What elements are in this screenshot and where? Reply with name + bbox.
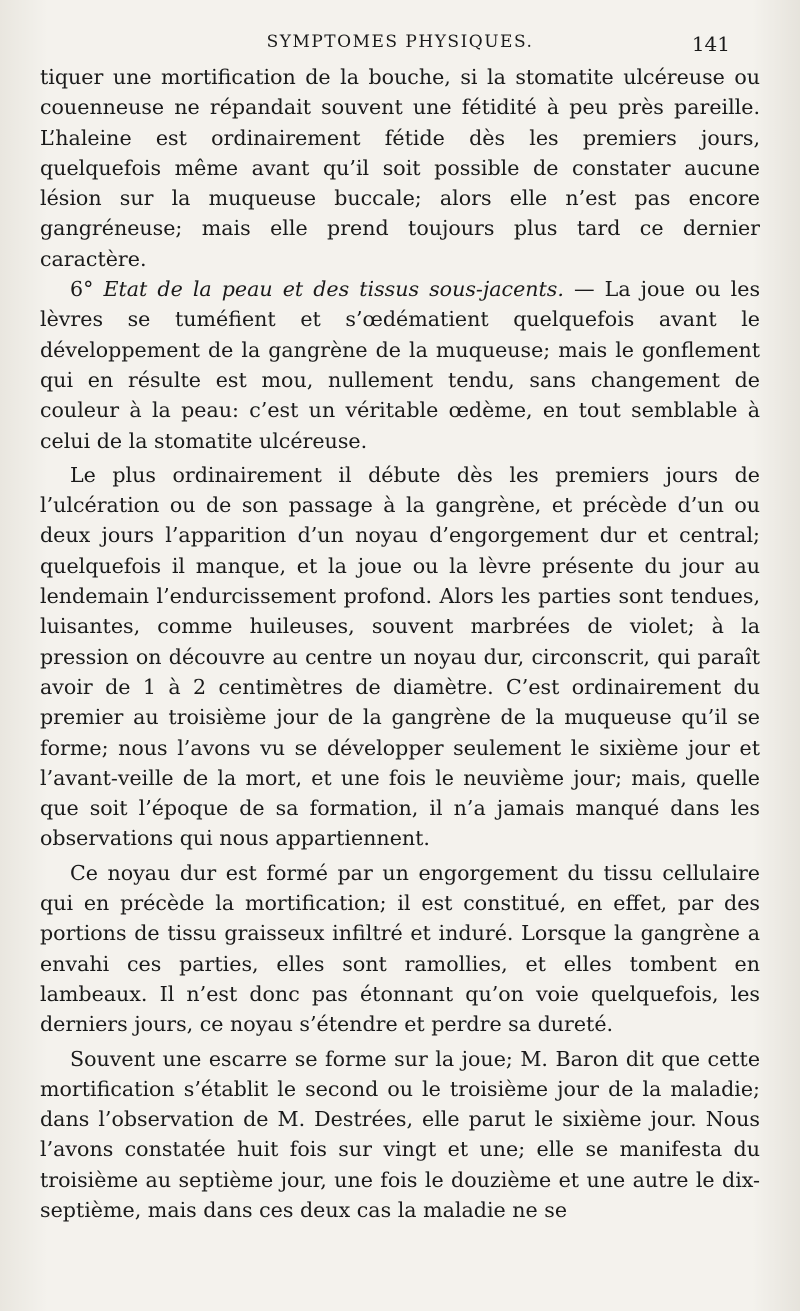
paragraph: Ce noyau dur est formé par un engorgement du tissu cellulaire qui en précède la mortification; il est constitué, en effet, par des portions de tissu graisseux infiltré et induré. Lorsque la gangrène a envahi ces parties, elles sont ramollies, et elles tombent en lambeaux. Il n’est donc pas étonnant qu’on voie quelquefois, les derniers jours, ce noyau s’étendre et perdre sa dureté. bbox=[40, 860, 760, 1037]
section-dash: — bbox=[563, 277, 605, 302]
paragraph-continued: tiquer une mortification de la bouche, si la stomatite ulcéreuse ou couenneuse ne répandait souvent une fétidité à peu près pareille. L’haleine est ordinairement fétide dès les premiers jours, quelquefois même avant qu’il soit possible de constater aucune lésion sur la muqueuse buccale; alors elle n’est pas encore gangréneuse; mais elle prend toujours plus tard ce dernier caractère. bbox=[40, 65, 760, 271]
section-heading: Etat de la peau et des tissus sous-jacents. bbox=[103, 277, 564, 302]
paragraph: Souvent une escarre se forme sur la joue; M. Baron dit que cette mortification s’établit le second ou le troisième jour de la maladie; dans l’observation de M. Destrées, elle parut le sixième jour. Nous l’avons constatée huit fois sur vingt et une; elle se manifesta du troisième au septième jour, une fois le douzième et une autre le dix-septième, mais dans ces deux cas la maladie ne se bbox=[40, 1046, 760, 1222]
running-title: SYMPTOMES PHYSIQUES. bbox=[266, 32, 534, 52]
section-number: 6° bbox=[70, 277, 94, 302]
paragraph-section-6 bbox=[40, 274, 760, 456]
page-number: 141 bbox=[691, 32, 730, 56]
paragraph: Le plus ordinairement il débute dès les premiers jours de l’ulcération ou de son passage à la gangrène, et précède d’un ou deux jours l’apparition d’un noyau d’engorgement dur et central; quelquefois il manque, et la joue ou la lèvre présente du jour au lendemain l’endurcissement profond. Alors les parties sont tendues, luisantes, comme huileuses, souvent marbrées de violet; à la pression on découvre au centre un noyau dur, circonscrit, qui paraît avoir de 1 à 2 centimètres de diamètre. C’est ordinairement du premier au troisième jour de la gangrène de la muqueuse qu’il se forme; nous l’avons vu se développer seulement le sixième jour et l’avant-veille de la mort, et une fois le neuvième jour; mais, quelle que soit l’époque de sa formation, il n’a jamais manqué dans les observations qui nous appartiennent. bbox=[40, 462, 760, 851]
running-head bbox=[40, 32, 760, 62]
body-text bbox=[40, 62, 760, 1225]
section-text: La joue ou les lèvres se tuméfient et s’œdématient quelquefois avant le développement de la gangrène de la muqueuse; mais le gonflement qui en résulte est mou, nullement tendu, sans changement de couleur à la peau: c’est un véritable œdème, en tout semblable à celui de la stomatite ulcéreuse. bbox=[40, 277, 761, 453]
